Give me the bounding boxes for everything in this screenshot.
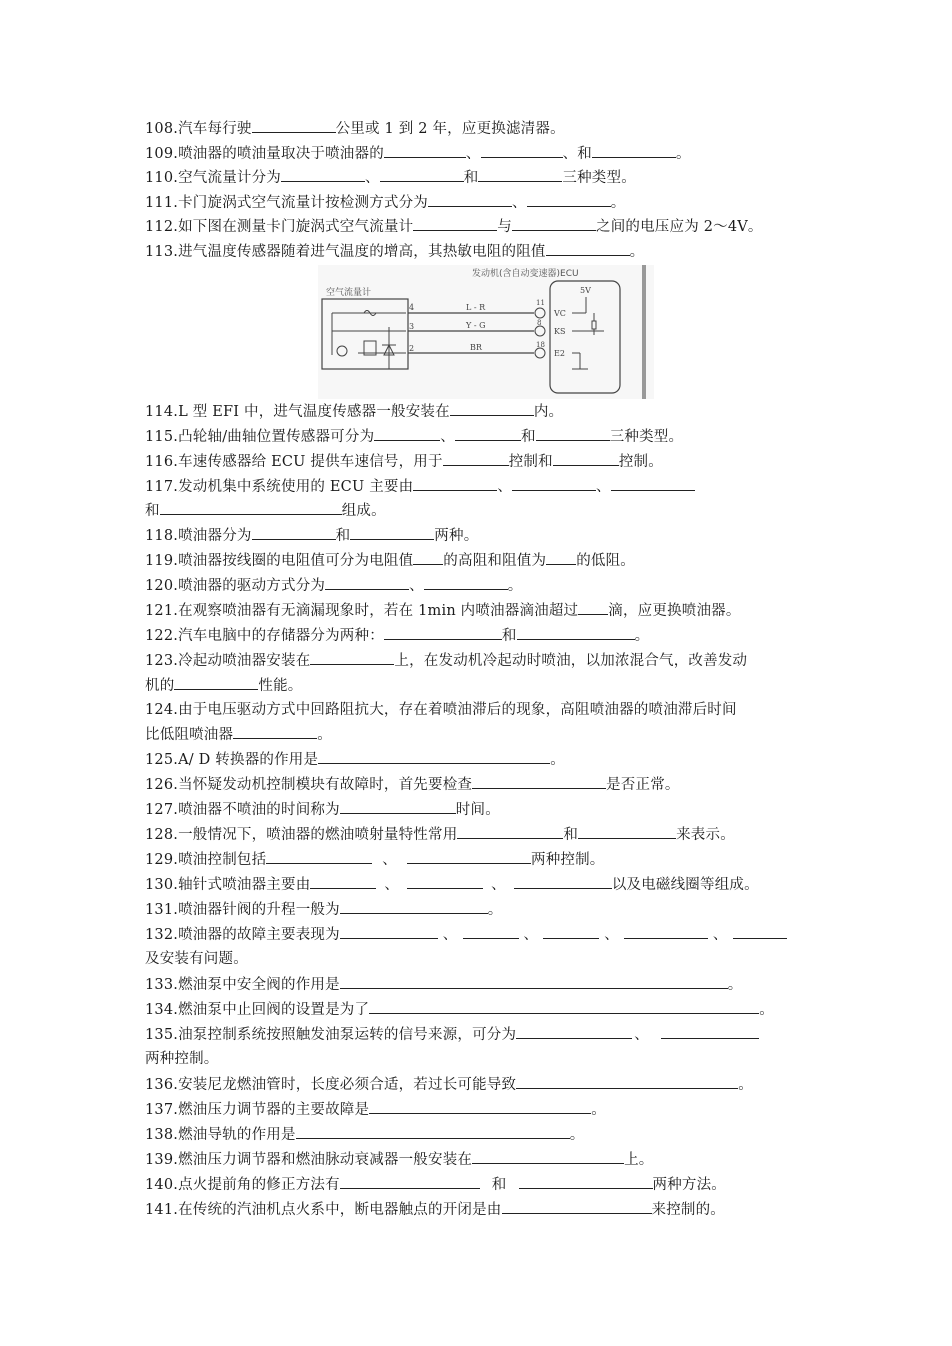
question-137: 137.燃油压力调节器的主要故障是 。 [145, 1099, 606, 1120]
answer-blank[interactable] [472, 1149, 624, 1164]
answer-blank[interactable] [310, 650, 394, 665]
question-132: 132.喷油器的故障主要表现为 、 、 、 、 [145, 924, 787, 945]
question-128: 128.一般情况下，喷油器的燃油喷射量特性常用 和 来表示。 [145, 824, 735, 845]
answer-blank[interactable] [174, 675, 258, 690]
answer-blank[interactable] [527, 192, 611, 207]
airflow-meter-wiring-diagram [318, 265, 654, 399]
question-112: 112.如下图在测量卡门旋涡式空气流量计 与 之间的电压应为 2～4V。 [145, 216, 763, 237]
answer-blank[interactable] [536, 426, 610, 441]
question-116: 116.车速传感器给 ECU 提供车速信号，用于 控制和 控制。 [145, 451, 663, 472]
answer-blank[interactable] [592, 143, 676, 158]
question-124: 124.由于电压驱动方式中回路阻抗大，存在着喷油滞后的现象，高阻喷油器的喷油滞后时间 [145, 702, 737, 718]
answer-blank[interactable] [407, 849, 531, 864]
answer-blank[interactable] [543, 924, 599, 939]
question-131: 131.喷油器针阀的升程一般为 。 [145, 899, 503, 920]
answer-blank[interactable] [369, 999, 759, 1014]
question-110: 110.空气流量计分为 、 和 三种类型。 [145, 167, 636, 188]
answer-blank[interactable] [463, 924, 519, 939]
question-134: 134.燃油泵中止回阀的设置是为了 。 [145, 999, 774, 1020]
answer-blank[interactable] [413, 476, 497, 491]
answer-blank[interactable] [661, 1024, 759, 1039]
pin-label: 2 [409, 344, 415, 353]
question-139: 139.燃油压力调节器和燃油脉动衰减器一般安装在 上。 [145, 1149, 654, 1170]
answer-blank[interactable] [502, 1199, 652, 1214]
question-141: 141.在传统的汽油机点火系中，断电器触点的开闭是由 来控制的。 [145, 1199, 725, 1220]
answer-blank[interactable] [281, 167, 365, 182]
question-123: 123.冷起动喷油器安装在 上，在发动机冷起动时喷油，以加浓混合气，改善发动 [145, 650, 747, 671]
answer-blank[interactable] [350, 525, 434, 540]
question-135: 135.油泵控制系统按照触发油泵运转的信号来源，可分为 、 [145, 1024, 759, 1045]
answer-blank[interactable] [384, 143, 466, 158]
question-127: 127.喷油器不喷油的时间称为 时间。 [145, 799, 500, 820]
question-118: 118.喷油器分为 和 两种。 [145, 525, 478, 546]
answer-blank[interactable] [516, 1074, 738, 1089]
question-111: 111.卡门旋涡式空气流量计按检测方式分为 、 。 [145, 192, 625, 213]
answer-blank[interactable] [413, 550, 443, 565]
answer-blank[interactable] [512, 216, 596, 231]
ecu-title: 发动机(含自动变速器)ECU [472, 269, 579, 279]
terminal-label: VC [554, 309, 566, 318]
answer-blank[interactable] [340, 974, 728, 989]
answer-blank[interactable] [457, 824, 563, 839]
answer-blank[interactable] [512, 476, 596, 491]
answer-blank[interactable] [340, 924, 438, 939]
answer-blank[interactable] [296, 1124, 570, 1139]
question-123-cont: 机的 性能。 [145, 675, 303, 696]
wire-label: L - R [466, 303, 486, 312]
question-119: 119.喷油器按线圈的电阻值可分为电阻值 的高阻和阻值为 的低阻。 [145, 550, 635, 571]
answer-blank[interactable] [516, 1024, 632, 1039]
answer-blank[interactable] [424, 575, 508, 590]
question-135-cont: 两种控制。 [145, 1051, 219, 1067]
answer-blank[interactable] [380, 167, 464, 182]
answer-blank[interactable] [428, 192, 512, 207]
question-121: 121.在观察喷油器有无滴漏现象时，若在 1min 内喷油器滴油超过 滴，应更换喷油器。 [145, 600, 741, 621]
answer-blank[interactable] [374, 426, 440, 441]
answer-blank[interactable] [252, 525, 336, 540]
answer-blank[interactable] [733, 924, 787, 939]
answer-blank[interactable] [252, 118, 336, 133]
pin-label: 3 [409, 322, 415, 331]
answer-blank[interactable] [546, 241, 630, 256]
afm-label: 空气流量计 [326, 288, 372, 298]
terminal-label: E2 [554, 349, 565, 358]
answer-blank[interactable] [310, 874, 376, 889]
question-114: 114.L 型 EFI 中，进气温度传感器一般安装在 内。 [145, 401, 563, 422]
answer-blank[interactable] [325, 575, 409, 590]
question-129: 129.喷油控制包括 、 两种控制。 [145, 849, 605, 870]
answer-blank[interactable] [578, 600, 608, 615]
answer-blank[interactable] [478, 167, 562, 182]
question-122: 122.汽车电脑中的存储器分为两种： 和 。 [145, 625, 649, 646]
pin-label: 18 [536, 341, 545, 349]
question-108: 108.汽车每行驶 公里或 1 到 2 年，应更换滤清器。 [145, 118, 565, 139]
answer-blank[interactable] [407, 874, 483, 889]
answer-blank[interactable] [318, 749, 550, 764]
answer-blank[interactable] [578, 824, 676, 839]
answer-blank[interactable] [624, 924, 708, 939]
answer-blank[interactable] [443, 451, 509, 466]
question-124-cont: 比低阻喷油器 。 [145, 724, 332, 745]
answer-blank[interactable] [519, 1174, 653, 1189]
pin-label: 11 [536, 299, 545, 307]
question-117: 117.发动机集中系统使用的 ECU 主要由 、 、 [145, 476, 695, 497]
answer-blank[interactable] [340, 899, 488, 914]
question-125: 125.A/ D 转换器的作用是 。 [145, 749, 565, 770]
question-140: 140.点火提前角的修正方法有 和 两种方法。 [145, 1174, 726, 1195]
answer-blank[interactable] [266, 849, 372, 864]
answer-blank[interactable] [413, 216, 497, 231]
pin-label: 8 [537, 319, 542, 327]
answer-blank[interactable] [517, 625, 635, 640]
answer-blank[interactable] [611, 476, 695, 491]
wire-label: BR [470, 343, 482, 352]
answer-blank[interactable] [340, 799, 456, 814]
question-138: 138.燃油导轨的作用是 。 [145, 1124, 584, 1145]
question-133: 133.燃油泵中安全阀的作用是 。 [145, 974, 743, 995]
pin-label: 4 [409, 303, 415, 312]
question-117-cont: 和 组成。 [145, 500, 386, 521]
question-130: 130.轴针式喷油器主要由 、 、 以及电磁线圈等组成。 [145, 874, 759, 895]
answer-blank[interactable] [450, 401, 534, 416]
question-115: 115.凸轮轴/曲轴位置传感器可分为 、 和 三种类型。 [145, 426, 683, 447]
question-132-cont: 及安装有问题。 [145, 951, 248, 967]
terminal-label: KS [554, 327, 566, 336]
question-136: 136.安装尼龙燃油管时，长度必须合适，若过长可能导致 。 [145, 1074, 753, 1095]
question-120: 120.喷油器的驱动方式分为 、 。 [145, 575, 523, 596]
answer-blank[interactable] [455, 426, 521, 441]
wire-label: Y - G [466, 321, 486, 330]
question-126: 126.当怀疑发动机控制模块有故障时，首先要检查 是否正常。 [145, 774, 680, 795]
answer-blank[interactable] [481, 143, 563, 158]
answer-blank[interactable] [553, 451, 619, 466]
answer-blank[interactable] [340, 1174, 480, 1189]
answer-blank[interactable] [514, 874, 612, 889]
answer-blank[interactable] [384, 625, 502, 640]
supply-label: 5V [580, 286, 591, 295]
answer-blank[interactable] [369, 1099, 591, 1114]
answer-blank[interactable] [233, 724, 317, 739]
answer-blank[interactable] [472, 774, 606, 789]
answer-blank[interactable] [546, 550, 576, 565]
answer-blank[interactable] [160, 500, 342, 515]
question-113: 113.进气温度传感器随着进气温度的增高，其热敏电阻的阻值 。 [145, 241, 644, 262]
question-109: 109.喷油器的喷油量取决于喷油器的 、 、和 。 [145, 143, 691, 164]
